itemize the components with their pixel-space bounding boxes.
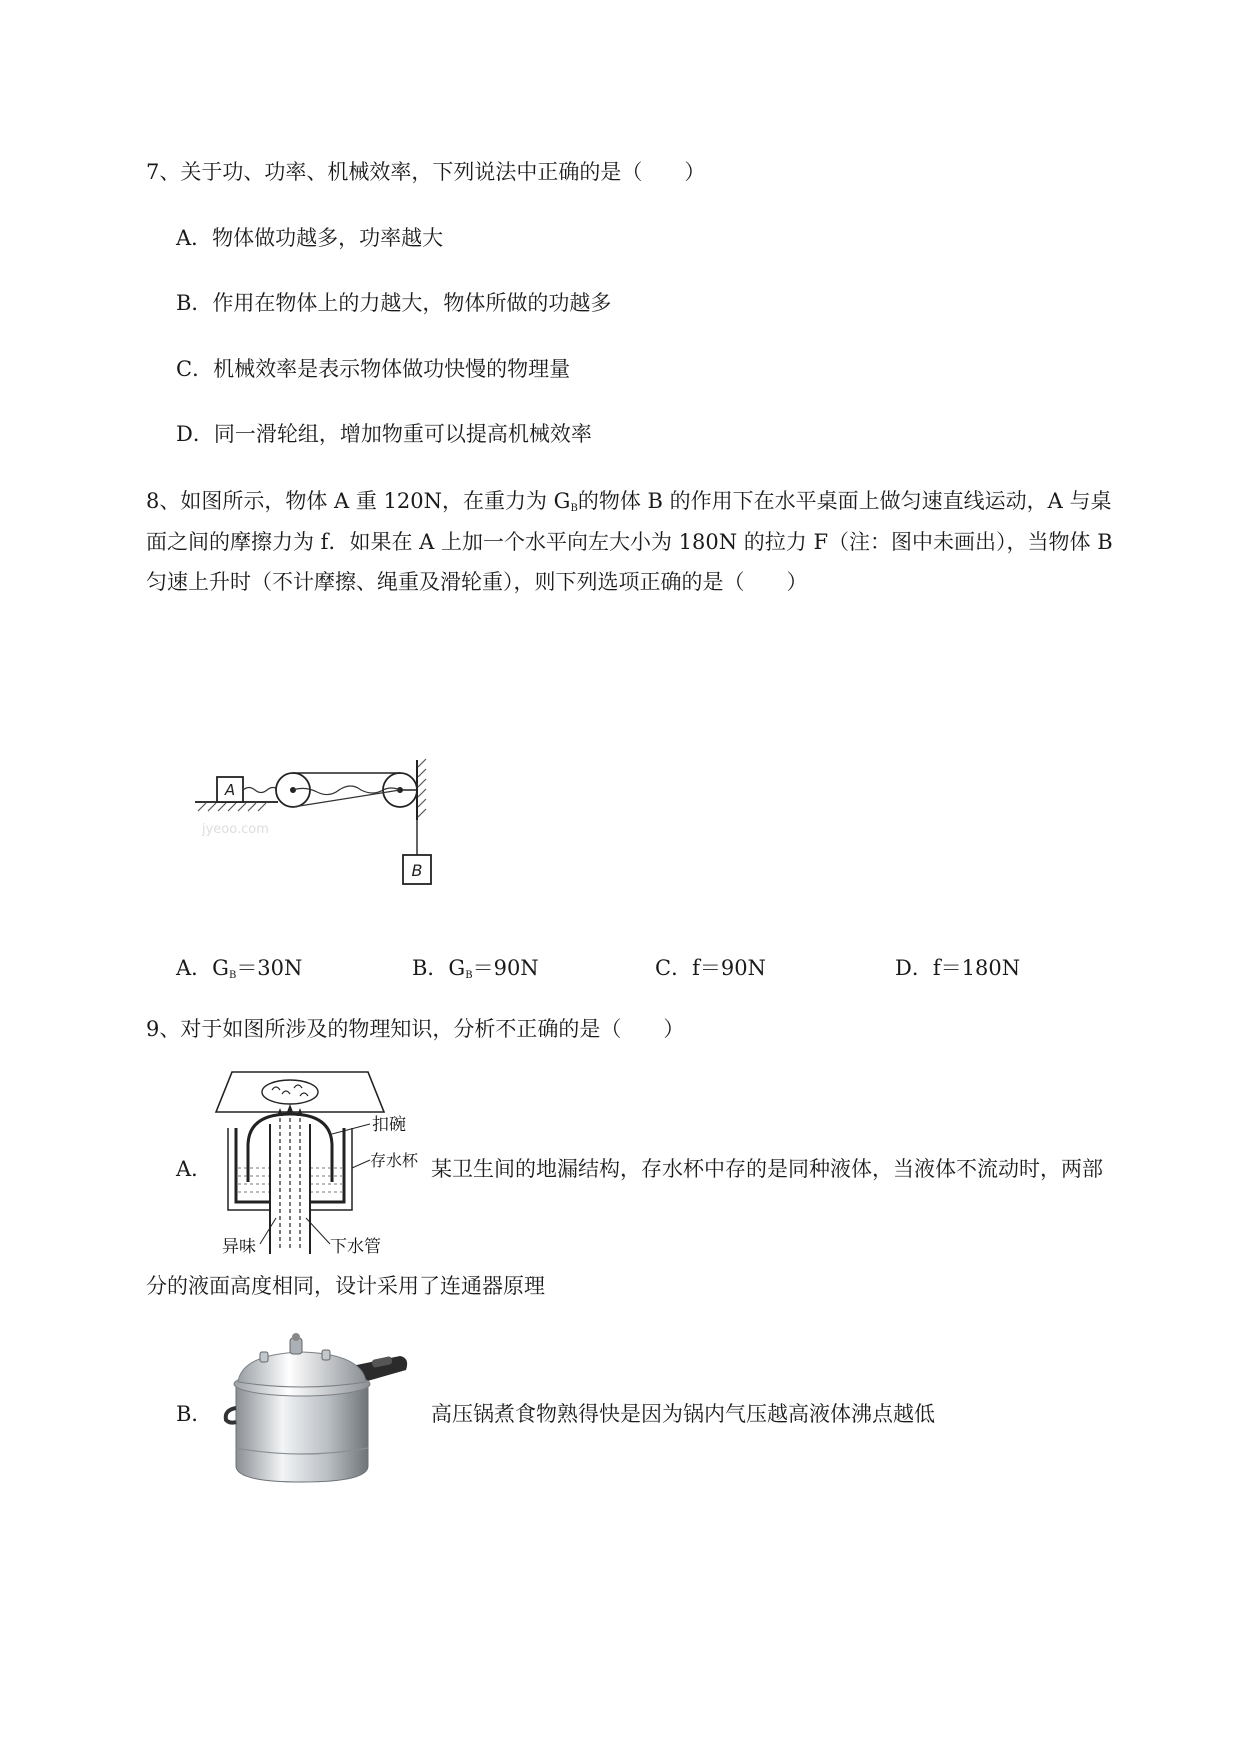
q8-stem-line1 [146, 485, 1111, 515]
watermark: jyeoo.com [202, 822, 269, 837]
label-cup: 存水杯 [370, 1151, 419, 1170]
q8-option-b-sub: B [465, 970, 473, 981]
q8-line1-part2: 的物体 B 的作用下在水平桌面上做匀速直线运动，A 与桌 [577, 489, 1112, 513]
q8-option-c-pre: C．f＝90N [655, 956, 766, 980]
q9-option-a-text-line2: 分的液面高度相同，设计采用了连通器原理 [146, 1274, 545, 1298]
block-b-label: B [411, 861, 423, 880]
label-bowl: 扣碗 [372, 1115, 406, 1135]
q7-option-a: A．物体做功越多，功率越大 [176, 226, 444, 250]
label-smell: 异味 [222, 1237, 256, 1254]
q9-option-b-text: 高压锅煮食物熟得快是因为锅内气压越高液体沸点越低 [431, 1402, 935, 1426]
q8-stem-line2: 面之间的摩擦力为 f．如果在 A 上加一个水平向左大小为 180N 的拉力 F（注：图中未画出），当物体 B [146, 530, 1113, 554]
q8-option-d [895, 952, 1020, 982]
block-a-label: A [224, 781, 236, 799]
q7-option-d: D．同一滑轮组，增加物重可以提高机械效率 [176, 422, 592, 446]
q8-option-a [176, 952, 302, 982]
q8-pulley-figure [190, 755, 480, 895]
q8-line1-part1: 8、如图所示，物体 A 重 120N，在重力为 G [146, 489, 571, 513]
q8-option-a-sub: B [228, 970, 237, 981]
q8-stem-line3: 匀速上升时（不计摩擦、绳重及滑轮重），则下列选项正确的是（ ） [146, 570, 808, 594]
floor-drain-figure [200, 1068, 430, 1254]
q8-option-b [412, 952, 539, 982]
q8-option-b-post: ＝90N [472, 956, 539, 980]
q8-option-a-post: ＝30N [236, 956, 303, 980]
q7-stem: 7、关于功、功率、机械效率，下列说法中正确的是（ ） [146, 160, 706, 184]
q7-option-c: C．机械效率是表示物体做功快慢的物理量 [176, 357, 571, 381]
q8-line1-sub: B [570, 503, 578, 514]
q9-stem: 9、对于如图所涉及的物理知识，分析不正确的是（ ） [146, 1017, 685, 1041]
q9-option-a-text-line1: 某卫生间的地漏结构，存水杯中存的是同种液体，当液体不流动时，两部 [431, 1157, 1103, 1181]
q8-option-a-pre: A．G [176, 956, 229, 980]
q8-option-d-pre: D．f＝180N [895, 956, 1021, 980]
q8-option-b-pre: B．G [412, 956, 466, 980]
q9-option-a-letter: A． [176, 1157, 213, 1181]
q8-option-c [655, 952, 766, 982]
q7-option-b: B．作用在物体上的力越大，物体所做的功越多 [176, 291, 612, 315]
pressure-cooker-image [222, 1328, 412, 1488]
q9-option-b-letter: B． [176, 1402, 213, 1426]
label-pipe: 下水管 [330, 1237, 381, 1254]
